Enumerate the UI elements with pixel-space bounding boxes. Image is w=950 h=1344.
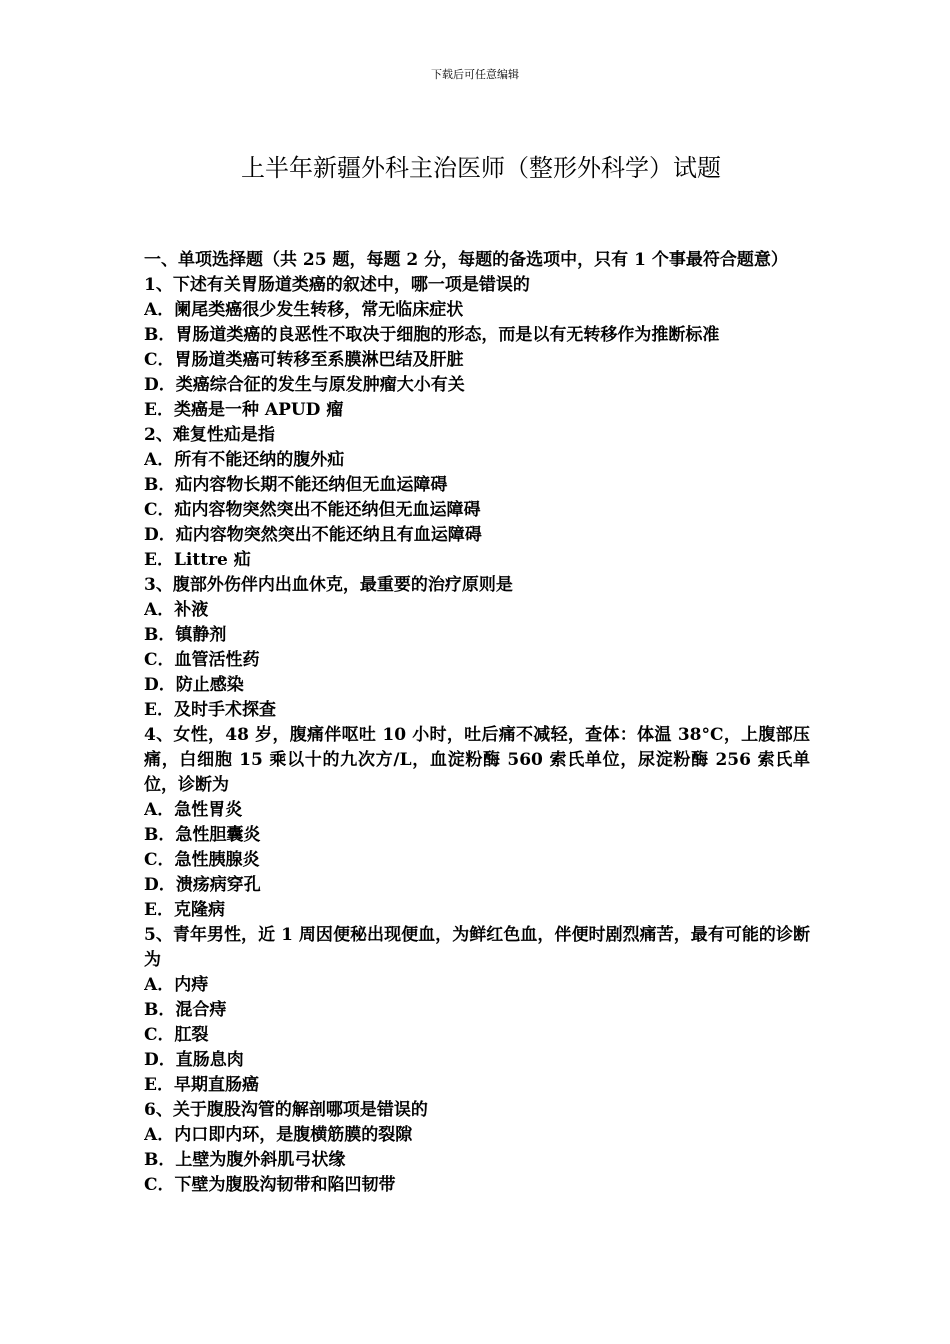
question-4 (144, 723, 810, 923)
option-e: E．及时手术探查 (144, 700, 276, 720)
option-a: A．内痔 (144, 975, 209, 995)
question-stem: 4、女性，48 岁，腹痛伴呕吐 10 小时，吐后痛不减轻，查体：体温 38°C，上腹部压痛，白细胞 15 乘以十的九次方/L，血淀粉酶 560 索氏单位，尿淀粉酶 256 索氏单位，诊断为 (144, 725, 810, 795)
option-a: A．所有不能还纳的腹外疝 (144, 450, 345, 470)
option-b: B．胃肠道类癌的良恶性不取决于细胞的形态，而是以有无转移作为推断标准 (144, 325, 720, 345)
exam-content (144, 248, 810, 1198)
question-stem: 2、难复性疝是指 (144, 425, 275, 445)
section-heading: 一、单项选择题（共 25 题，每题 2 分，每题的备选项中，只有 1 个事最符合题意） (144, 250, 788, 270)
option-b: B．混合痔 (144, 1000, 227, 1020)
option-a: A．急性胃炎 (144, 800, 243, 820)
header-note: 下载后可任意编辑 (431, 68, 519, 81)
option-a: A．补液 (144, 600, 209, 620)
option-d: D．疝内容物突然突出不能还纳且有血运障碍 (144, 525, 482, 545)
option-d: D．防止感染 (144, 675, 244, 695)
option-b: B．上壁为腹外斜肌弓状缘 (144, 1150, 346, 1170)
option-a: A．内口即内环，是腹横筋膜的裂隙 (144, 1125, 413, 1145)
question-stem: 3、腹部外伤伴内出血休克，最重要的治疗原则是 (144, 575, 513, 595)
question-1 (144, 273, 810, 423)
option-e: E．类癌是一种 APUD 瘤 (144, 400, 344, 420)
question-2 (144, 423, 810, 573)
option-c: C．胃肠道类癌可转移至系膜淋巴结及肝脏 (144, 350, 464, 370)
question-5 (144, 923, 810, 1098)
question-stem: 1、下述有关胃肠道类癌的叙述中，哪一项是错误的 (144, 275, 530, 295)
option-d: D．直肠息肉 (144, 1050, 244, 1070)
option-a: A．阑尾类癌很少发生转移，常无临床症状 (144, 300, 464, 320)
option-e: E．Littre 疝 (144, 550, 251, 570)
option-e: E．克隆病 (144, 900, 225, 920)
question-3 (144, 573, 810, 723)
option-e: E．早期直肠癌 (144, 1075, 259, 1095)
question-stem: 5、青年男性，近 1 周因便秘出现便血，为鲜红色血，伴便时剧烈痛苦，最有可能的诊断为 (144, 925, 810, 970)
option-b: B．急性胆囊炎 (144, 825, 261, 845)
question-stem: 6、关于腹股沟管的解剖哪项是错误的 (144, 1100, 428, 1120)
document-title: 上半年新疆外科主治医师（整形外科学）试题 (241, 154, 721, 182)
option-c: C．血管活性药 (144, 650, 260, 670)
option-b: B．镇静剂 (144, 625, 227, 645)
question-6 (144, 1098, 810, 1198)
option-d: D．溃疡病穿孔 (144, 875, 261, 895)
option-c: C．下壁为腹股沟韧带和陷凹韧带 (144, 1175, 396, 1195)
option-c: C．肛裂 (144, 1025, 209, 1045)
option-d: D．类癌综合征的发生与原发肿瘤大小有关 (144, 375, 465, 395)
option-b: B．疝内容物长期不能还纳但无血运障碍 (144, 475, 448, 495)
option-c: C．急性胰腺炎 (144, 850, 260, 870)
option-c: C．疝内容物突然突出不能还纳但无血运障碍 (144, 500, 481, 520)
